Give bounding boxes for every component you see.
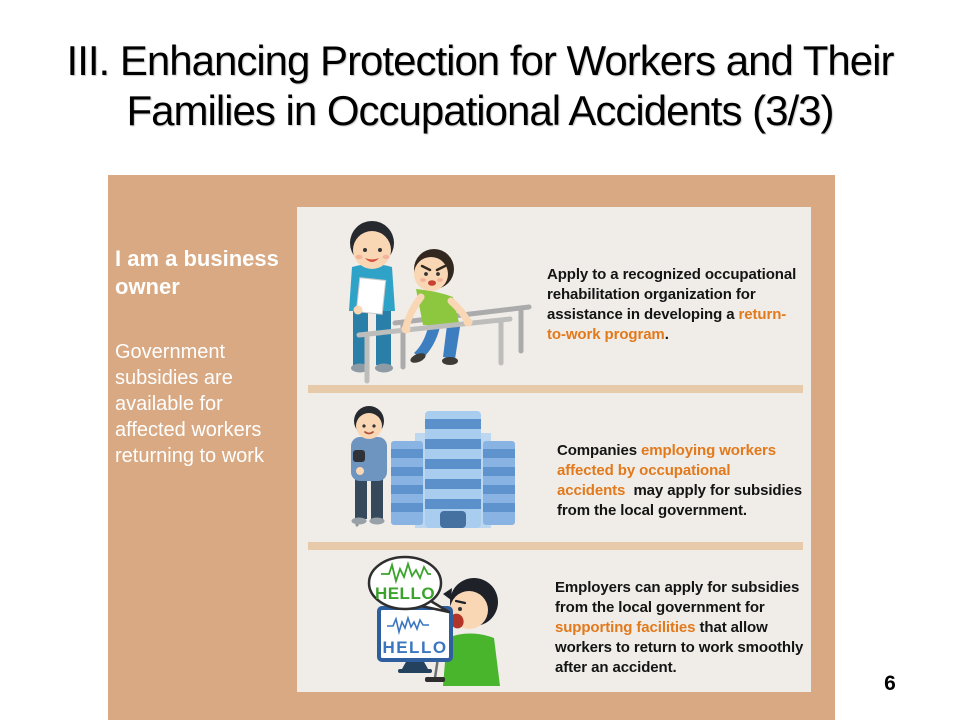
title-line-1: III. Enhancing Protection for Workers and Their [66,37,894,84]
bubble-hello-text: HELLO [374,584,436,603]
step1-highlight: return-to-work program [547,306,787,343]
row-divider [308,542,803,550]
step2-text: Companies [557,442,642,459]
step-row-company-subsidy [297,393,811,542]
step3-text-end: that allow workers to return to work smoothly after an accident. [555,619,804,676]
step-row-rehabilitation [297,207,811,385]
step1-text-end: . [664,326,669,343]
step-text-supporting-facilities [547,565,811,677]
building-right-wing [483,441,515,525]
building-center-tower [425,411,481,528]
title-line-2: Families in Occupational Accidents (3/3) [126,87,834,134]
left-panel [115,245,297,469]
monitor [379,608,451,673]
worker-with-crutch-and-company-building-illustration [297,393,547,542]
step1-text: Apply to a recognized occupational rehabilitation organization for assistance in developing a [547,266,797,323]
screen-hello-text: HELLO [382,638,448,657]
office-building [391,411,515,528]
step-text-rehabilitation [547,222,811,370]
building-door [440,511,466,528]
speech-bubble [369,557,449,612]
therapist-figure [349,221,395,373]
step2-highlight: employing workers affected by occupational accidents [557,442,777,499]
business-owner-heading: I am a business owner [115,246,279,299]
rehabilitation-illustration-svg [297,207,547,385]
step3-highlight: supporting facilities [555,619,696,636]
content-box [108,175,835,720]
row-divider [308,385,803,393]
page-number: 6 [884,672,896,695]
step-text-company-subsidy [547,408,811,527]
rehabilitation-parallel-bars-illustration [297,207,547,385]
company-building-illustration-svg [297,393,547,542]
step2-text-end: may apply for subsidies from the local government. [557,482,803,519]
speech-recognition-support-illustration [297,550,547,692]
worker-with-crutch [351,406,387,525]
building-left-wing [391,441,423,525]
crutch-cuff [353,450,365,462]
slide-title [0,36,960,136]
step-row-supporting-facilities [297,550,811,692]
subsidies-availability-text: Government subsidies are available for affected workers returning to work [115,341,264,467]
speech-recognition-illustration-svg [297,550,547,692]
step3-text: Employers can apply for subsidies from the local government for [555,579,800,616]
steps-panel [297,207,811,692]
